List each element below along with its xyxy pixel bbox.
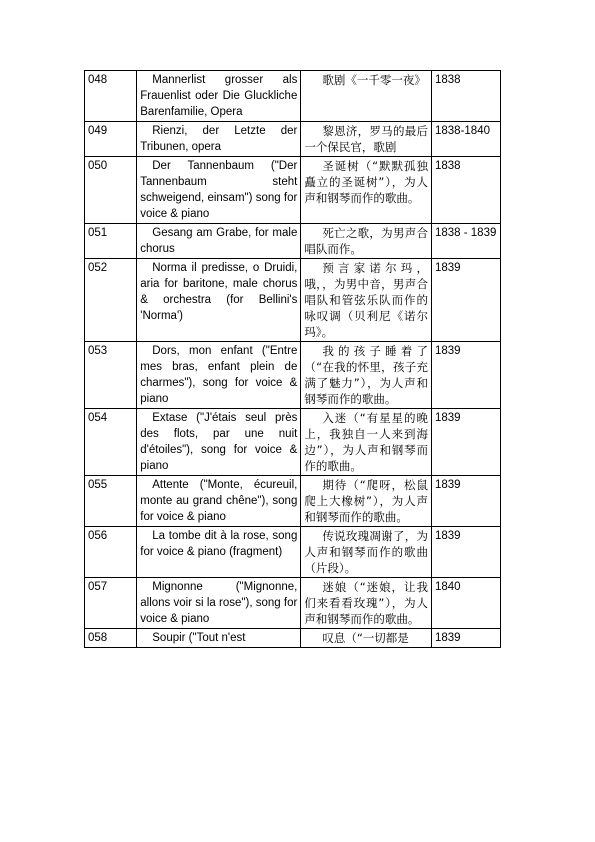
work-year: 1839 — [431, 342, 500, 409]
work-title-chinese: 迷娘（“迷娘，让我们来看看玫瑰”），为人声和钢琴而作的歌曲。 — [301, 578, 432, 629]
work-title: Der Tannenbaum ("Der Tannenbaum steht schweigend, einsam") song for voice & piano — [137, 157, 301, 224]
work-title-chinese: 死亡之歌，为男声合唱队而作。 — [301, 224, 432, 259]
table-row — [85, 409, 501, 476]
work-year: 1838 — [431, 71, 500, 122]
work-year: 1839 — [431, 629, 500, 648]
work-title-chinese: 歌剧《一千零一夜》 — [301, 71, 432, 122]
work-title-chinese: 我的孩子睡着了（“在我的怀里，孩子充满了魅力”），为人声和钢琴而作的歌曲。 — [301, 342, 432, 409]
work-title: Mannerlist grosser als Frauenlist oder Die Gluckliche Barenfamilie, Opera — [137, 71, 301, 122]
work-title: Soupir ("Tout n'est — [137, 629, 301, 648]
table-row — [85, 71, 501, 122]
work-title-chinese: 黎恩济，罗马的最后一个保民官，歌剧 — [301, 122, 432, 157]
table-row — [85, 157, 501, 224]
work-title: Gesang am Grabe, for male chorus — [137, 224, 301, 259]
work-year: 1839 — [431, 527, 500, 578]
work-title-chinese: 入迷（“有星星的晚上，我独自一人来到海边”），为人声和钢琴而作的歌曲。 — [301, 409, 432, 476]
work-number: 054 — [85, 409, 137, 476]
work-title: La tombe dit à la rose, song for voice & piano (fragment) — [137, 527, 301, 578]
table-row — [85, 122, 501, 157]
work-number: 053 — [85, 342, 137, 409]
work-number: 055 — [85, 476, 137, 527]
works-table — [84, 70, 501, 648]
work-number: 049 — [85, 122, 137, 157]
work-number: 056 — [85, 527, 137, 578]
work-year: 1839 — [431, 476, 500, 527]
work-year: 1838-1840 — [431, 122, 500, 157]
table-row — [85, 578, 501, 629]
work-number: 058 — [85, 629, 137, 648]
table-row — [85, 259, 501, 342]
work-year: 1839 — [431, 409, 500, 476]
work-title: Mignonne ("Mignonne, allons voir si la rose"), song for voice & piano — [137, 578, 301, 629]
work-number: 048 — [85, 71, 137, 122]
work-title-chinese: 预言家诺尔玛，哦，，为男中音，男声合唱队和管弦乐队而作的咏叹调（贝利尼《诺尔玛》。 — [301, 259, 432, 342]
work-number: 051 — [85, 224, 137, 259]
work-title-chinese: 传说玫瑰凋谢了，为人声和钢琴而作的歌曲（片段）。 — [301, 527, 432, 578]
table-row — [85, 342, 501, 409]
table-row — [85, 629, 501, 648]
table-row — [85, 527, 501, 578]
work-number: 050 — [85, 157, 137, 224]
work-number: 052 — [85, 259, 137, 342]
work-title-chinese: 期待（“爬呀，松鼠爬上大橡树”），为人声和钢琴而作的歌曲。 — [301, 476, 432, 527]
work-title: Rienzi, der Letzte der Tribunen, opera — [137, 122, 301, 157]
work-year: 1839 — [431, 259, 500, 342]
work-year: 1838 — [431, 157, 500, 224]
work-title: Extase ("J'étais seul près des flots, par une nuit d'étoiles"), song for voice & piano — [137, 409, 301, 476]
work-title: Dors, mon enfant ("Entre mes bras, enfant plein de charmes"), song for voice & piano — [137, 342, 301, 409]
work-title-chinese: 叹息（“一切都是 — [301, 629, 432, 648]
work-year: 1840 — [431, 578, 500, 629]
work-title: Norma il predisse, o Druidi, aria for baritone, male chorus & orchestra (for Bellini's 'Norma') — [137, 259, 301, 342]
work-title: Attente ("Monte, écureuil, monte au grand chêne"), song for voice & piano — [137, 476, 301, 527]
table-row — [85, 224, 501, 259]
work-title-chinese: 圣诞树（“默默孤独矗立的圣诞树”），为人声和钢琴而作的歌曲。 — [301, 157, 432, 224]
work-year: 1838 - 1839 — [431, 224, 500, 259]
work-number: 057 — [85, 578, 137, 629]
table-row — [85, 476, 501, 527]
